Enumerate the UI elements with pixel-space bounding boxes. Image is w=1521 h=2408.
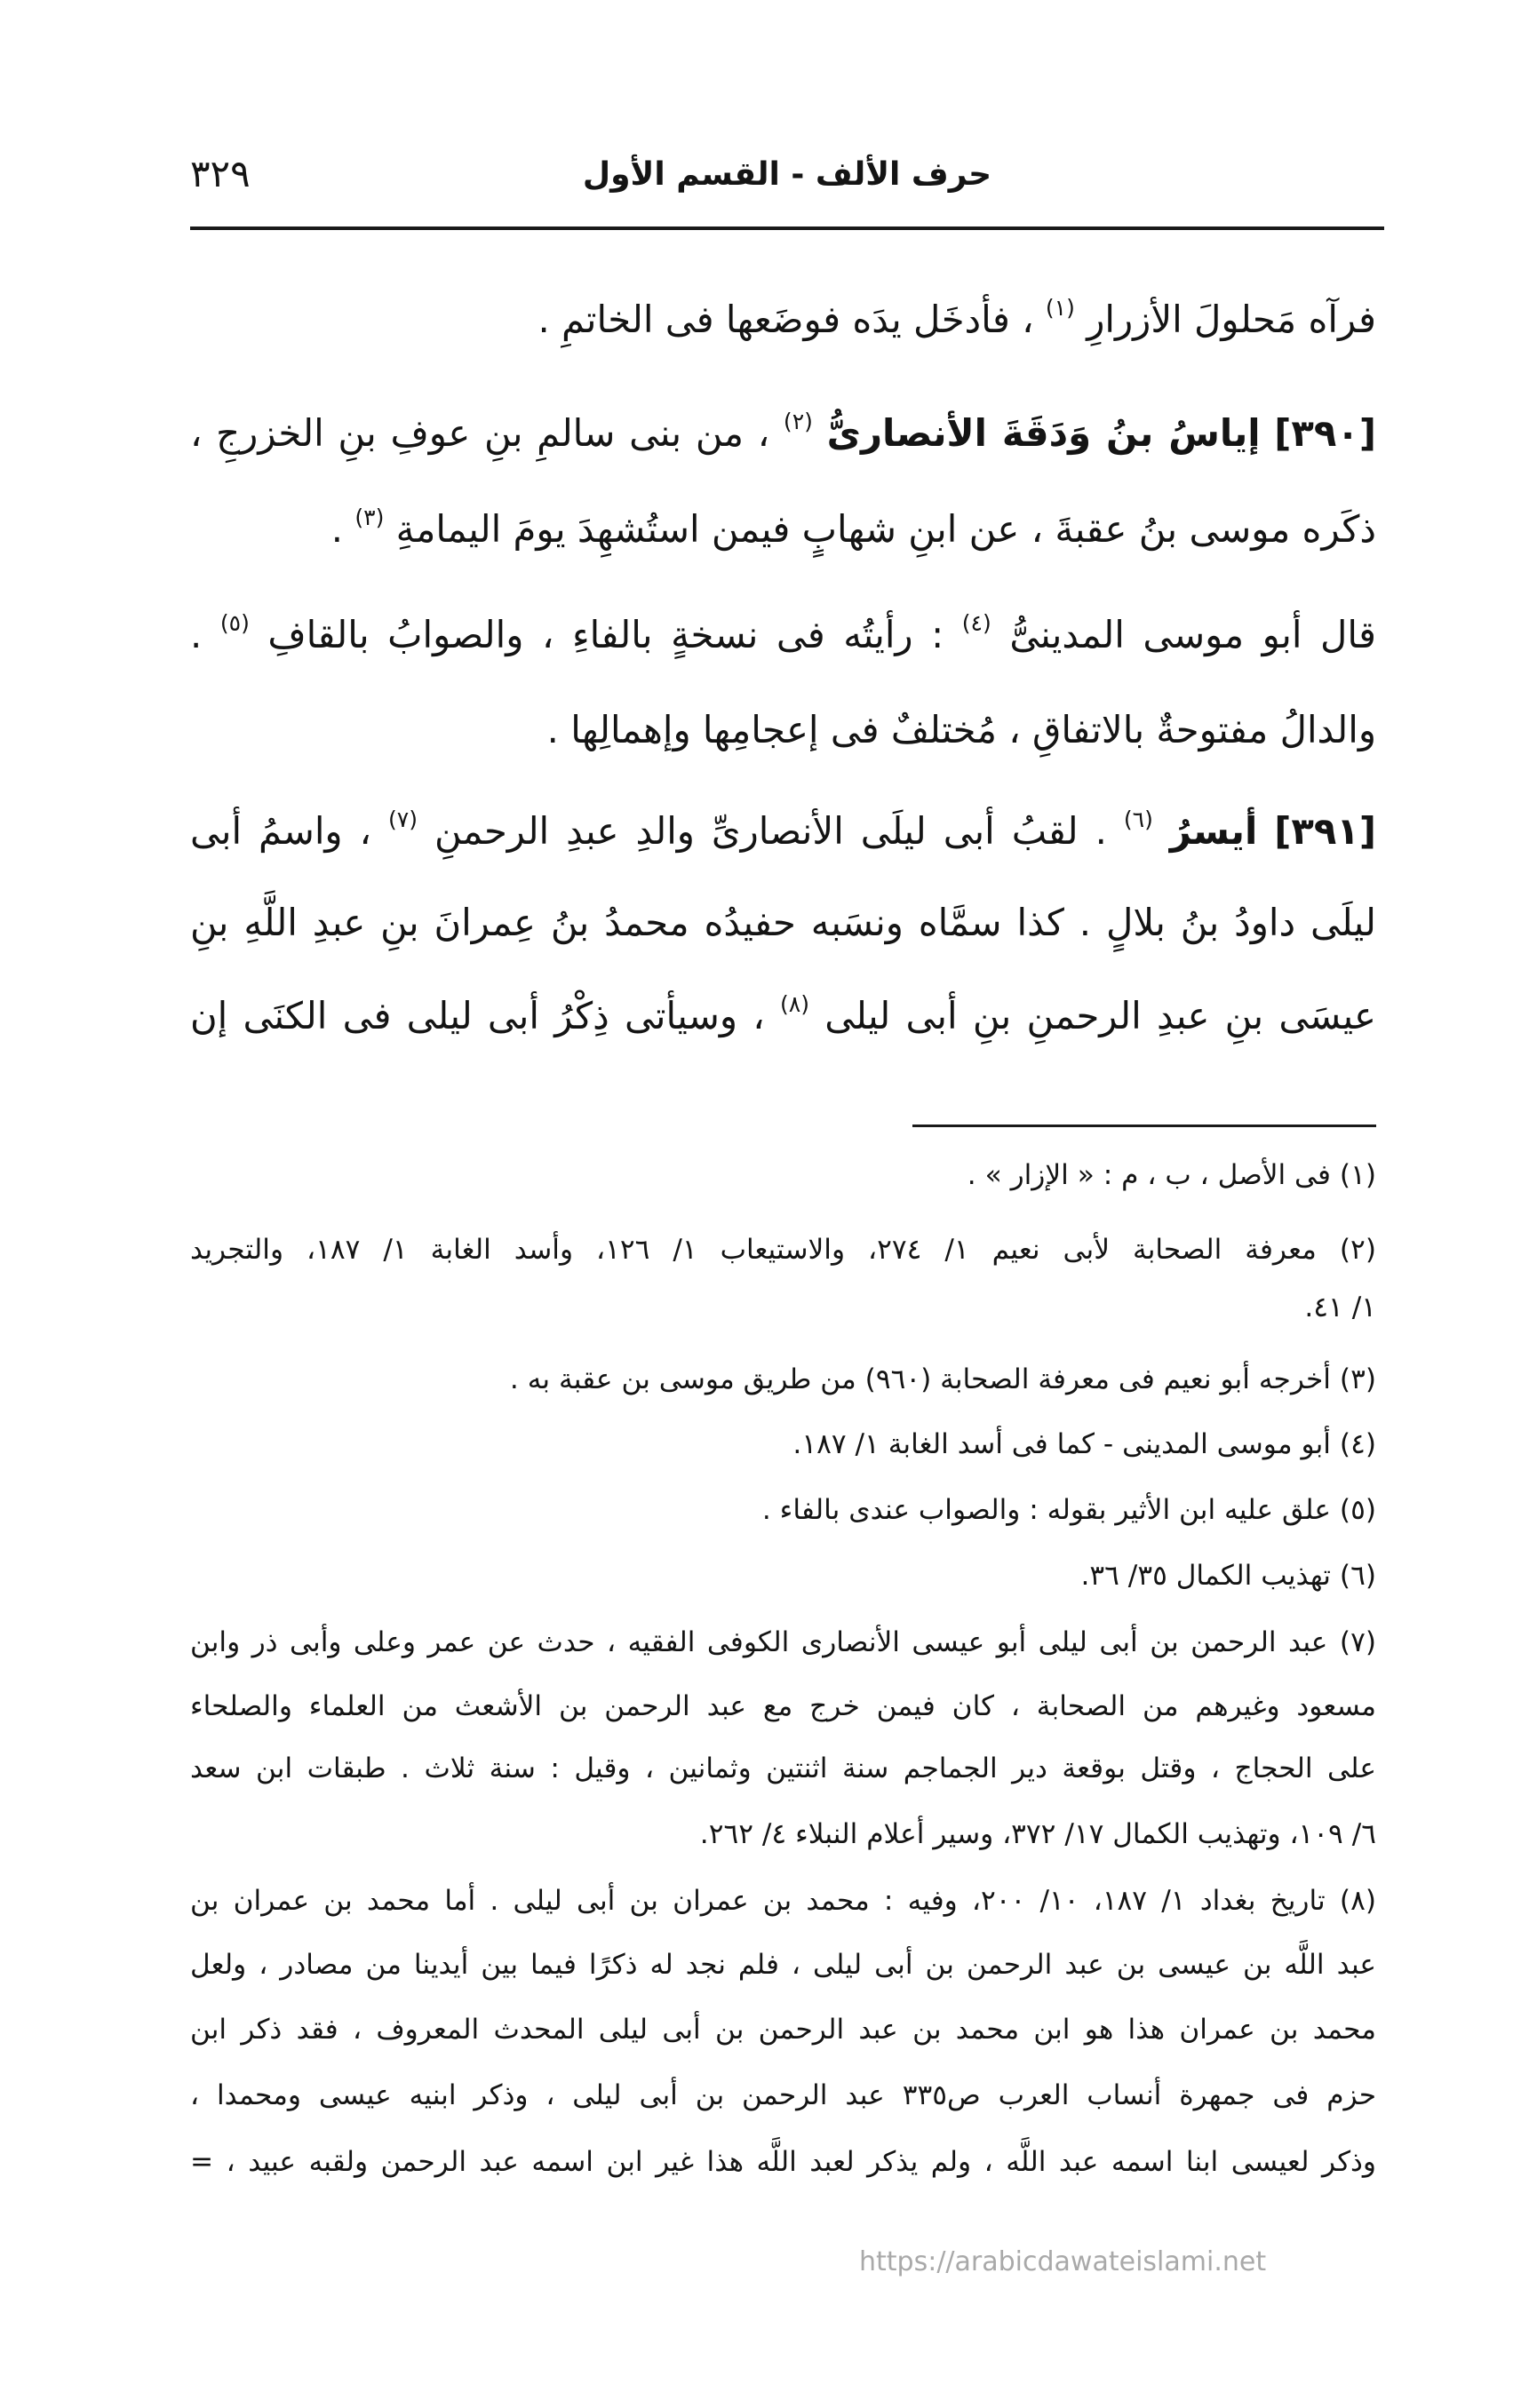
footnote-ref: (٨) (780, 991, 810, 1018)
footnote-line (190, 1281, 1376, 1334)
footnote-line (190, 1148, 1376, 1202)
footnote-line (190, 2003, 1376, 2056)
footnote-text: محمد بن عمران هذا هو ابن محمد بن عبد الرحمن بن أبى ليلى المحدث المعروف ، فقد ذكر ابن (190, 2014, 1376, 2046)
footnote-line (190, 2135, 1376, 2189)
body-text: . لقبُ أبى ليلَى الأنصارىِّ والدِ عبدِ الرحمنِ (434, 809, 1107, 853)
footnote-ref: (٧) (388, 807, 418, 833)
footnote-line (190, 1483, 1376, 1537)
header-rule (190, 226, 1384, 230)
watermark-url: https://arabicdawateislami.net (859, 2246, 1267, 2277)
body-text: قال أبو موسى المدينىُّ (1009, 613, 1377, 656)
footnote-text: أخرجه أبو نعيم فى معرفة الصحابة (٩٦٠) من طريق موسى بن عقبة به . (509, 1363, 1331, 1395)
body-line (190, 972, 1376, 1061)
footnote-marker: (٨) (1339, 1885, 1377, 1917)
footnote-marker: (١) (1339, 1159, 1376, 1191)
footnote-ref: (٦) (1123, 807, 1153, 833)
body-line (190, 275, 1376, 364)
body-text: عيسَى بنِ عبدِ الرحمنِ بنِ أبى ليلى (824, 994, 1376, 1037)
footnote-text: أبو موسى المدينى - كما فى أسد الغابة ١/ ١٨٧. (792, 1428, 1331, 1460)
entry-line (190, 787, 1376, 876)
footnote-text: ١/ ٤١. (1304, 1291, 1376, 1323)
footnote-line (190, 1418, 1376, 1471)
entry-headword: أيسرُ (1169, 809, 1258, 853)
footnote-line (190, 1938, 1376, 1991)
footnote-text: عبد الرحمن بن أبى ليلى أبو عيسى الأنصارى الكوفى الفقيه ، حدث عن عمر وعلى وأبى ذر وابن (190, 1626, 1328, 1658)
footnote-marker: (٤) (1339, 1428, 1376, 1460)
body-text: ، وسيأتى ذِكْرُ أبى ليلى فى الكنَى إن (190, 994, 765, 1037)
footnote-line (190, 1742, 1376, 1795)
entry-line (190, 389, 1376, 478)
body-line (190, 686, 1376, 775)
entry-headword: إياسُ بنُ وَدَقَةَ الأنصارىُّ (826, 411, 1261, 455)
page-number: ٣٢٩ (190, 152, 251, 195)
footnote-text: معرفة الصحابة لأبى نعيم ١/ ٢٧٤، والاستيعاب ١/ ١٢٦، وأسد الغابة ١/ ١٨٧، والتجريد (190, 1234, 1317, 1266)
footnote-ref: (٢) (783, 409, 813, 435)
footnote-line (190, 1874, 1376, 1927)
footnote-text: مسعود وغيرهم من الصحابة ، كان فيمن خرج مع عبد الرحمن بن الأشعث من العلماء والصلحاء (190, 1690, 1376, 1722)
body-text: ، فأدخَل يدَه فوضَعها فى الخاتمِ . (538, 298, 1034, 341)
body-text: فرآه مَحلولَ الأزرارِ (1087, 298, 1376, 341)
body-text: . (330, 507, 344, 551)
footnote-text: حزم فى جمهرة أنساب العرب ص٣٣٥ عبد الرحمن بن أبى ليلى ، وذكر ابنيه عيسى ومحمدا ، (190, 2079, 1376, 2111)
footnote-ref: (١) (1045, 295, 1075, 322)
footnote-text: علق عليه ابن الأثير بقوله : والصواب عندى بالفاء . (761, 1494, 1331, 1526)
footnote-text: وذكر لعيسى ابنا اسمه عبد اللَّه ، ولم يذكر لعبد اللَّه هذا غير ابن اسمه عبد الرحمن ولقبه عبيد ، = (190, 2146, 1376, 2178)
footnote-marker: (٧) (1339, 1626, 1376, 1658)
footnote-text: تاريخ بغداد ١/ ١٨٧، ١٠/ ٢٠٠، وفيه : محمد بن عمران بن أبى ليلى . أما محمد بن عمران بن (190, 1885, 1326, 1917)
footnote-text: تهذيب الكمال ٣٥/ ٣٦. (1080, 1560, 1331, 1592)
body-text: : رأيتُه فى نسخةٍ بالفاءِ ، والصوابُ بالقافِ (267, 613, 944, 656)
footnote-ref: (٤) (961, 610, 991, 637)
footnote-line (190, 1680, 1376, 1733)
footnote-marker: (٦) (1339, 1560, 1376, 1592)
footnote-marker: (٥) (1339, 1494, 1376, 1526)
body-line (190, 485, 1376, 574)
body-line (190, 878, 1376, 967)
footnote-text: على الحجاج ، وقتل بوقعة دير الجماجم سنة اثنتين وثمانين ، وقيل : سنة ثلاث . طبقات ابن سعد (190, 1752, 1376, 1784)
footnote-ref: (٥) (219, 610, 250, 637)
footnote-line (190, 1808, 1376, 1861)
footnote-line (190, 1616, 1376, 1669)
footnote-text: عبد اللَّه بن عيسى بن عبد الرحمن بن أبى ليلى ، فلم نجد له ذكرًا فيما بين أيدينا من مصادر ، ولعل (190, 1949, 1376, 1981)
entry-number: [٣٩١] (1274, 809, 1377, 853)
footnote-text: فى الأصل ، ب ، م : « الإزار » . (967, 1159, 1331, 1191)
body-text: . (190, 613, 203, 656)
body-text: ذكَره موسى بنُ عقبةَ ، عن ابنِ شهابٍ فيمن استُشهِدَ يومَ اليمامةِ (395, 507, 1376, 551)
footnote-line (190, 1223, 1376, 1276)
footnote-text: ٦/ ١٠٩، وتهذيب الكمال ١٧/ ٣٧٢، وسير أعلام النبلاء ٤/ ٢٦٢. (699, 1818, 1376, 1850)
footnote-ref: (٣) (354, 505, 385, 531)
entry-number: [٣٩٠] (1274, 411, 1377, 455)
footnote-separator (912, 1125, 1376, 1127)
footnote-line (190, 1353, 1376, 1406)
footnote-line (190, 1549, 1376, 1602)
running-title: حرف الألف - القسم الأول (582, 156, 992, 193)
footnote-marker: (٣) (1339, 1363, 1376, 1395)
body-line (190, 591, 1376, 679)
footnote-line (190, 2069, 1376, 2122)
footnote-marker: (٢) (1339, 1234, 1376, 1266)
body-text: ليلَى داودُ بنُ بلالٍ . كذا سمَّاه ونسَبه حفيدُه محمدُ بنُ عِمرانَ بنِ عبدِ اللَّهِ بنِ (190, 901, 1376, 944)
body-text: ، واسمُ أبى (190, 809, 372, 853)
body-text: والدالُ مفتوحةٌ بالاتفاقِ ، مُختلفٌ فى إعجامِها وإهمالِها . (546, 708, 1376, 751)
body-text: ، من بنى سالمِ بنِ عوفِ بنِ الخزرجِ ، (190, 411, 770, 455)
